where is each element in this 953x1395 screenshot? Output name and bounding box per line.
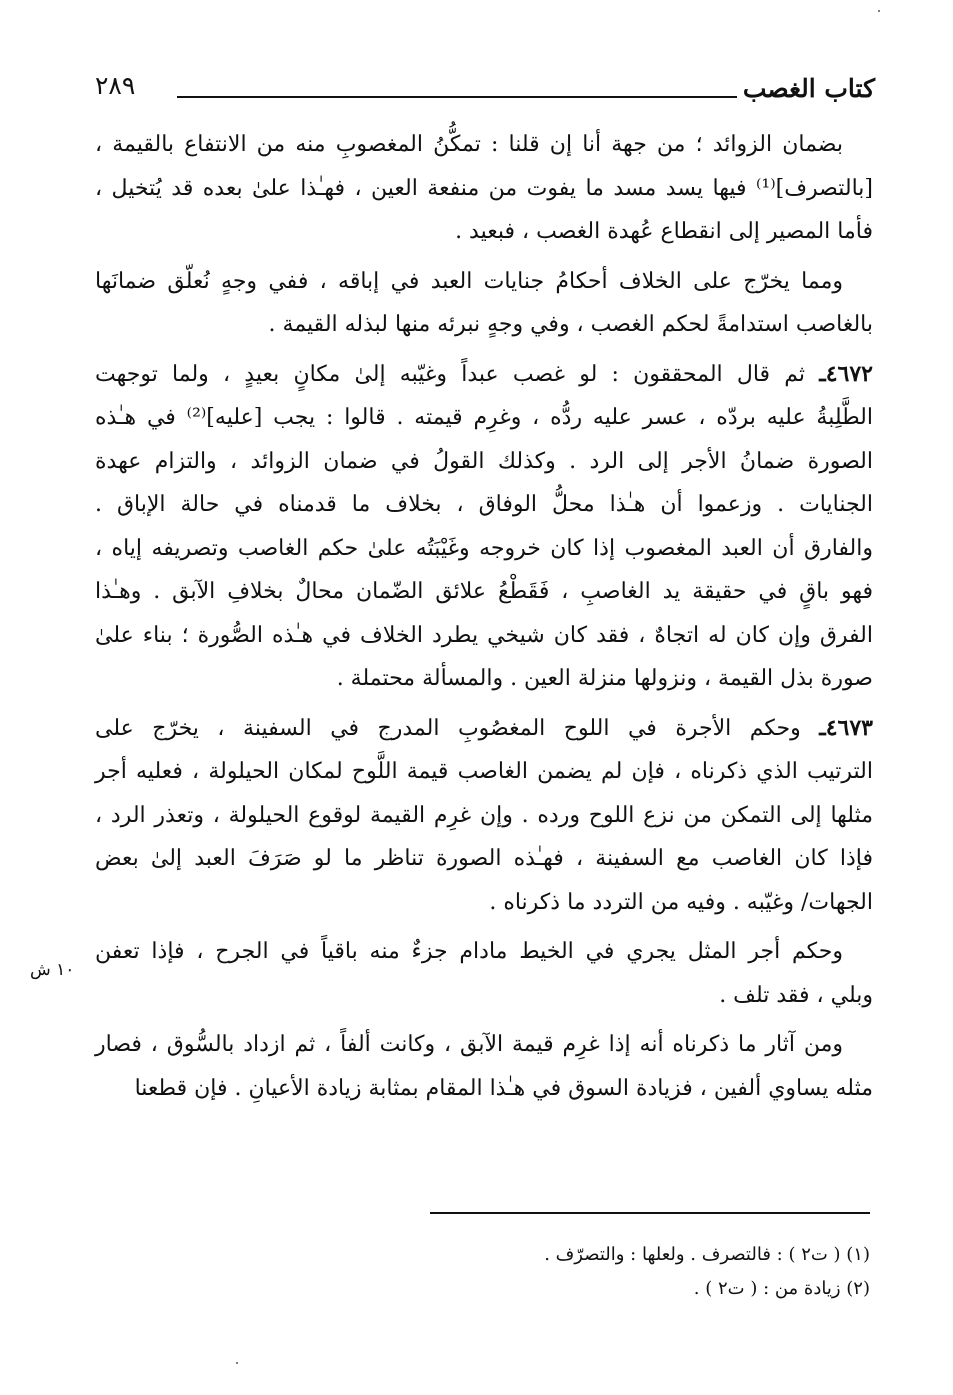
text-line [95,930,873,974]
text-line [95,210,873,254]
paragraph [95,353,873,701]
footnotes [92,1238,870,1306]
text-line [95,707,873,751]
text-line [95,750,873,794]
section-number: ٤٦٧٢ـ [819,360,873,387]
footnote-rule [430,1212,870,1214]
line-text: الجنايات . وزعموا أن هـٰذا محلُّ الوفاق ، بخلاف ما قدمناه في حالة الإباق . [95,492,873,517]
line-text: الترتيب الذي ذكرناه ، فإن لم يضمن الغاصب قيمة اللَّوح لمكان الحيلولة ، فعليه أجر [95,759,873,784]
line-text: فأما المصير إلى انقطاع عُهدة الغصب ، فبعيد . [455,219,873,244]
paragraph [95,123,873,254]
text-line [95,837,873,881]
line-text: بالغاصب استدامةً لحكم الغصب ، وفي وجهٍ نبرئه منها لبذله القيمة . [268,312,873,337]
paragraph [95,260,873,347]
line-text: الفرق وإن كان له اتجاهٌ ، فقد كان شيخي يطرد الخلاف في هـٰذه الصُّورة ؛ بناء علىٰ [95,622,873,648]
text-line [95,303,873,347]
line-text: ومما يخرّج على الخلاف أحكامُ جنايات العبد في إباقه ، ففي وجهٍ نُعلّق ضمانَها [95,268,843,294]
line-text: وحكم أجر المثل يجري في الخيط مادام جزءٌ منه باقياً في الجرح ، فإذا تعفن [95,939,843,964]
text-line [95,123,873,167]
text-line [95,570,873,614]
text-line [95,396,873,440]
line-text: ثم قال المحققون : لو غصب عبداً وغيّبه إلىٰ مكانٍ بعيدٍ ، ولما توجهت [95,361,806,387]
margin-note: ١٠ ش [30,960,75,980]
chapter-title: كتاب الغصب [742,74,875,103]
line-text: الصورة ضمانُ الأجر إلى الرد . وكذلك القولُ في ضمان الزوائد ، والتزام عهدة [95,448,873,474]
line-text: وحكم الأجرة في اللوح المغصُوبِ المدرج في السفينة ، يخرّج على [95,715,801,741]
line-text: ومن آثار ما ذكرناه أنه إذا غرِم قيمة الآبق ، وكانت ألفاً ، ثم ازداد بالسُّوق ، فصار [95,1032,843,1057]
line-text: وبلي ، فقد تلف . [719,982,873,1008]
footnote-2: (٢) زيادة من : ( ت٢ ) . [693,1278,870,1299]
text-line [95,440,873,484]
text-line [95,614,873,658]
line-text: مثلها إلى التمكن من نزع اللوح ورده . وإن غرِم القيمة لوقوع الحيلولة ، وتعذر الرد ، [95,802,873,828]
line-text: والفارق أن العبد المغصوب إذا كان خروجه وغَيْبَتُه علىٰ حكم الغاصب وتصريفه إياه ، [95,535,873,561]
text-line [95,974,873,1018]
text-line [95,167,873,211]
text-line [95,657,873,701]
text-line [95,353,873,397]
line-text: صورة بذل القيمة ، ونزولها منزلة العين . والمسألة محتملة . [336,666,873,691]
text-line [95,1067,873,1111]
text-line [95,794,873,838]
text-line [95,881,873,925]
speck [236,1362,238,1364]
text-line [95,260,873,304]
line-text: فإذا كان الغاصب مع السفينة ، فهـٰذه الصورة تناظر ما لو صَرَفَ العبد إلىٰ بعض [95,846,873,871]
section-number: ٤٦٧٣ـ [819,714,873,741]
paragraph [95,1023,873,1110]
line-text: [بالتصرف]⁽¹⁾ فيها يسد مسد ما يفوت من منفعة العين ، فهـٰذا علىٰ بعده قد يُتخيل ، [95,175,873,201]
paragraph [95,930,873,1017]
main-text [95,123,873,1116]
running-header [95,66,875,112]
text-line [95,1023,873,1067]
paragraph [95,707,873,925]
footnote-1: (١) ( ت٢ ) : فالتصرف . ولعلها : والتصرّف . [544,1244,870,1265]
text-line [95,483,873,527]
line-text: بضمان الزوائد ؛ من جهة أنا إن قلنا : تمكُّنُ المغصوبِ منه من الانتفاع بالقيمة ، [95,132,843,157]
line-text: الطَّلِبةُ عليه بردّه ، عسر عليه ردُّه ، وغرِم قيمته . قالوا : يجب [عليه]⁽²⁾ في هـٰذه [95,405,873,430]
text-line [95,527,873,571]
line-text: الجهات/ وغيّبه . وفيه من التردد ما ذكرناه . [489,889,873,915]
page-number: ٢٨٩ [95,71,136,100]
line-text: فهو باقٍ في حقيقة يد الغاصبِ ، فَقَطْعُ علائق الضّمان محالٌ بخلافِ الآبق . وهـٰذا [95,579,873,604]
speck [878,10,880,12]
header-rule [177,96,737,98]
line-text: مثله يساوي ألفين ، فزيادة السوق في هـٰذا المقام بمثابة زيادة الأعيانِ . فإن قطعنا [134,1075,873,1101]
